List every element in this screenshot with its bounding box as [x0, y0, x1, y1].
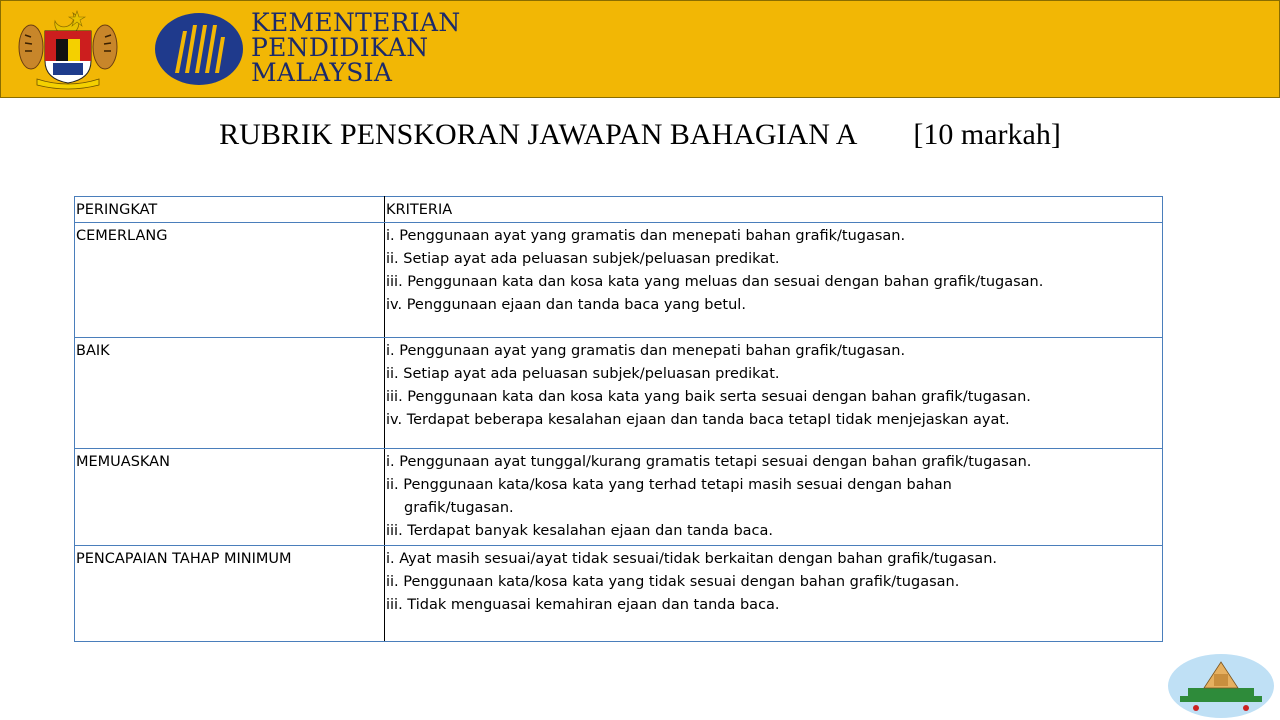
table-row [75, 338, 1163, 449]
criteria-line: iii. Penggunaan kata dan kosa kata yang meluas dan sesuai dengan bahan grafik/tugasan. [386, 274, 1044, 290]
kpm-logo-icon [153, 11, 245, 87]
table-row [75, 449, 1163, 546]
criteria-line: i. Ayat masih sesuai/ayat tidak sesuai/tidak berkaitan dengan bahan grafik/tugasan. [386, 551, 997, 567]
criteria-line: iv. Penggunaan ejaan dan tanda baca yang betul. [386, 297, 746, 313]
criteria-cell [385, 223, 1163, 338]
level-cell: CEMERLANG [75, 223, 385, 338]
criteria-line: iii. Tidak menguasai kemahiran ejaan dan tanda baca. [386, 597, 780, 613]
ministry-line-3: MALAYSIA [251, 58, 393, 87]
table-row [75, 223, 1163, 338]
criteria-line: i. Penggunaan ayat yang gramatis dan menepati bahan grafik/tugasan. [386, 228, 906, 244]
table-row [75, 546, 1163, 642]
criteria-line: grafik/tugasan. [404, 500, 514, 516]
ministry-line-2: PENDIDIKAN [251, 33, 429, 62]
criteria-cell [385, 546, 1163, 642]
header-cell-peringkat: PERINGKAT [75, 197, 385, 223]
lembaga-peperiksaan-logo-icon [1166, 648, 1276, 718]
criteria-line: iii. Terdapat banyak kesalahan ejaan dan tanda baca. [386, 523, 774, 539]
table-header-row [75, 197, 1163, 223]
criteria-line: iv. Terdapat beberapa kesalahan ejaan dan tanda baca tetapI tidak menjejaskan ayat. [386, 412, 1010, 428]
page-title [0, 118, 1280, 152]
criteria-line: ii. Penggunaan kata/kosa kata yang tidak sesuai dengan bahan grafik/tugasan. [386, 574, 960, 590]
criteria-line: i. Penggunaan ayat tunggal/kurang gramatis tetapi sesuai dengan bahan grafik/tugasan. [386, 454, 1032, 470]
criteria-line: ii. Setiap ayat ada peluasan subjek/peluasan predikat. [386, 366, 780, 382]
header-banner [0, 0, 1280, 98]
rubric-table [74, 196, 1163, 642]
ministry-line-1: KEMENTERIAN [251, 8, 461, 37]
level-cell: MEMUASKAN [75, 449, 385, 546]
criteria-cell [385, 449, 1163, 546]
criteria-line: iii. Penggunaan kata dan kosa kata yang baik serta sesuai dengan bahan grafik/tugasan. [386, 389, 1031, 405]
criteria-line: i. Penggunaan ayat yang gramatis dan menepati bahan grafik/tugasan. [386, 343, 906, 359]
title-marks: [10 markah] [913, 118, 1061, 151]
level-cell: PENCAPAIAN TAHAP MINIMUM [75, 546, 385, 642]
header-cell-kriteria: KRITERIA [385, 197, 1163, 223]
malaysia-coat-of-arms-icon [15, 7, 121, 91]
title-text: RUBRIK PENSKORAN JAWAPAN BAHAGIAN A [219, 118, 858, 151]
criteria-cell [385, 338, 1163, 449]
ministry-name [251, 10, 461, 85]
level-cell: BAIK [75, 338, 385, 449]
criteria-line: ii. Setiap ayat ada peluasan subjek/peluasan predikat. [386, 251, 780, 267]
criteria-line: ii. Penggunaan kata/kosa kata yang terhad tetapi masih sesuai dengan bahan [386, 477, 952, 493]
